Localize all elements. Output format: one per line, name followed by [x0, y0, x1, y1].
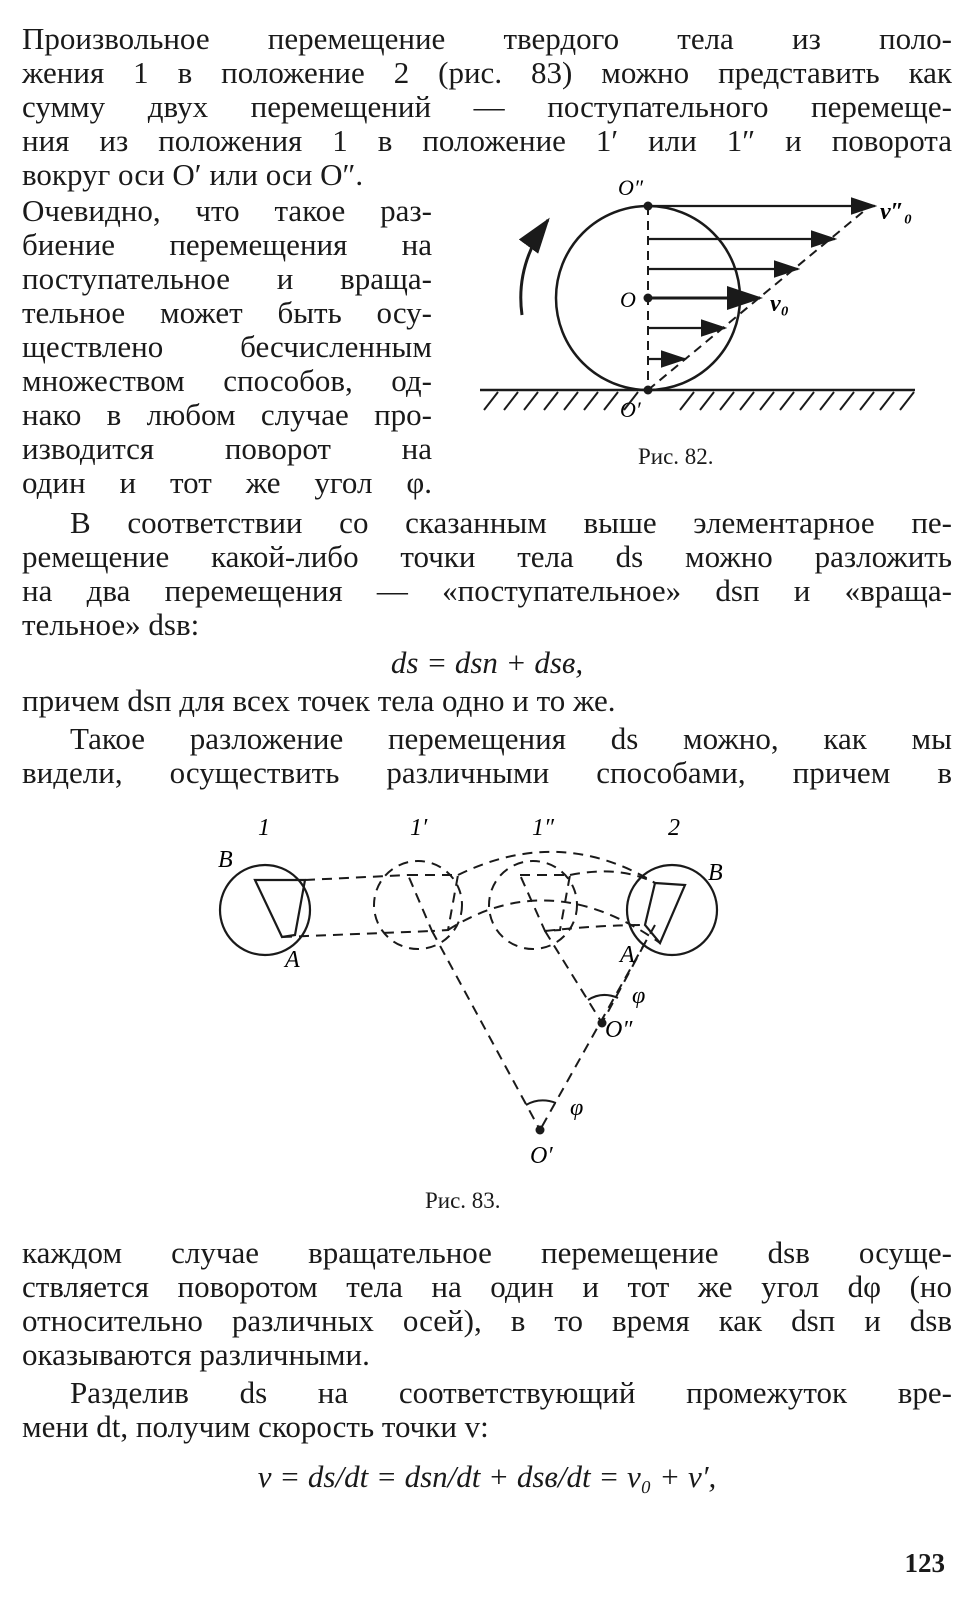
text-line: причем dsп для всех точек тела одно и то же. — [22, 683, 616, 718]
point-o-bottom — [644, 386, 653, 395]
figure-83 — [200, 805, 760, 1185]
label-v0: v₀ — [770, 291, 790, 317]
text-line: изводится поворот на — [22, 431, 432, 466]
text-line: Такое разложение перемещения ds можно, как мы — [70, 721, 952, 756]
label-position-1-double-prime: 1″ — [532, 815, 554, 841]
text-line: каждом случае вращательное перемещение dsв осуще- — [22, 1235, 952, 1270]
text-line: тельное» dsв: — [22, 607, 200, 642]
text-line: жения 1 в положение 2 (рис. 83) можно представить как — [22, 55, 952, 90]
text-line: видели, осуществить различными способами, причем в — [22, 755, 952, 790]
text-line: тельное может быть осу- — [22, 295, 432, 330]
label-phi-upper: φ — [632, 983, 646, 1009]
label-o-top: O″ — [618, 175, 644, 200]
label-point-a-right: A — [620, 942, 635, 968]
text-line: биение перемещения на — [22, 227, 432, 262]
text-line: Разделив ds на соответствующий промежуток вре- — [70, 1375, 952, 1410]
label-phi-lower: φ — [570, 1095, 584, 1121]
segment-ab-1 — [255, 880, 305, 937]
label-o-bottom: O′ — [620, 397, 641, 422]
point-o-prime — [536, 1126, 545, 1135]
label-position-2: 2 — [668, 815, 680, 841]
label-point-b-left: B — [218, 847, 233, 873]
text-line: Очевидно, что такое раз- — [22, 193, 432, 228]
text-line: Произвольное перемещение твердого тела из поло- — [22, 21, 952, 56]
text-line: сумму двух перемещений — поступательного перемеще- — [22, 89, 952, 124]
point-o-center — [644, 294, 653, 303]
text-line: ремещение какой-либо точки тела ds можно разложить — [22, 539, 952, 574]
label-v0-top: v″₀ — [880, 199, 913, 225]
label-position-1-prime: 1′ — [410, 815, 428, 841]
text-line: один и тот же угол φ. — [22, 465, 432, 500]
text-line: ществлено бесчисленным — [22, 329, 432, 364]
figure-82 — [470, 165, 940, 475]
text-line: В соответствии со сказанным выше элементарное пе- — [70, 505, 952, 540]
ground-hatch — [484, 392, 914, 410]
figure-83-caption: Рис. 83. — [425, 1188, 501, 1213]
rotation-arrow — [521, 220, 548, 315]
text-line: множеством способов, од- — [22, 363, 432, 398]
body-position-2 — [627, 865, 717, 955]
text-line: мени dt, получим скорость точки v: — [22, 1409, 489, 1444]
label-point-b-right: B — [708, 860, 723, 886]
text-line: вокруг оси O′ или оси O″. — [22, 157, 364, 192]
text-line: нако в любом случае про- — [22, 397, 432, 432]
formula-velocity: v = ds/dt = dsп/dt + dsв/dt = v₀ + v′, — [257, 1459, 717, 1494]
body-position-1 — [220, 865, 310, 955]
velocity-arrows — [648, 206, 875, 359]
angle-arc-o-prime — [526, 1100, 556, 1105]
formula-ds: ds = dsп + dsв, — [390, 645, 584, 680]
text-line: оказываются различными. — [22, 1337, 370, 1372]
text-line: ния из положения 1 в положение 1′ или 1″ и поворота — [22, 123, 952, 158]
label-point-a-left: A — [285, 947, 300, 973]
label-o-double-prime: O″ — [605, 1017, 633, 1043]
label-o-prime: O′ — [530, 1143, 553, 1169]
point-o-top — [644, 202, 653, 211]
page-number: 123 — [904, 1548, 945, 1578]
figure-82-caption: Рис. 82. — [638, 444, 714, 469]
text-line: поступательное и враща- — [22, 261, 432, 296]
label-position-1: 1 — [258, 815, 270, 841]
text-line: относительно различных осей), в то время как dsп и dsв — [22, 1303, 952, 1338]
text-line: ствляется поворотом тела на один и тот же угол dφ (но — [22, 1269, 952, 1304]
text-line: на два перемещения — «поступательное» dsп и «враща- — [22, 573, 952, 608]
label-o-center: O — [620, 287, 636, 312]
